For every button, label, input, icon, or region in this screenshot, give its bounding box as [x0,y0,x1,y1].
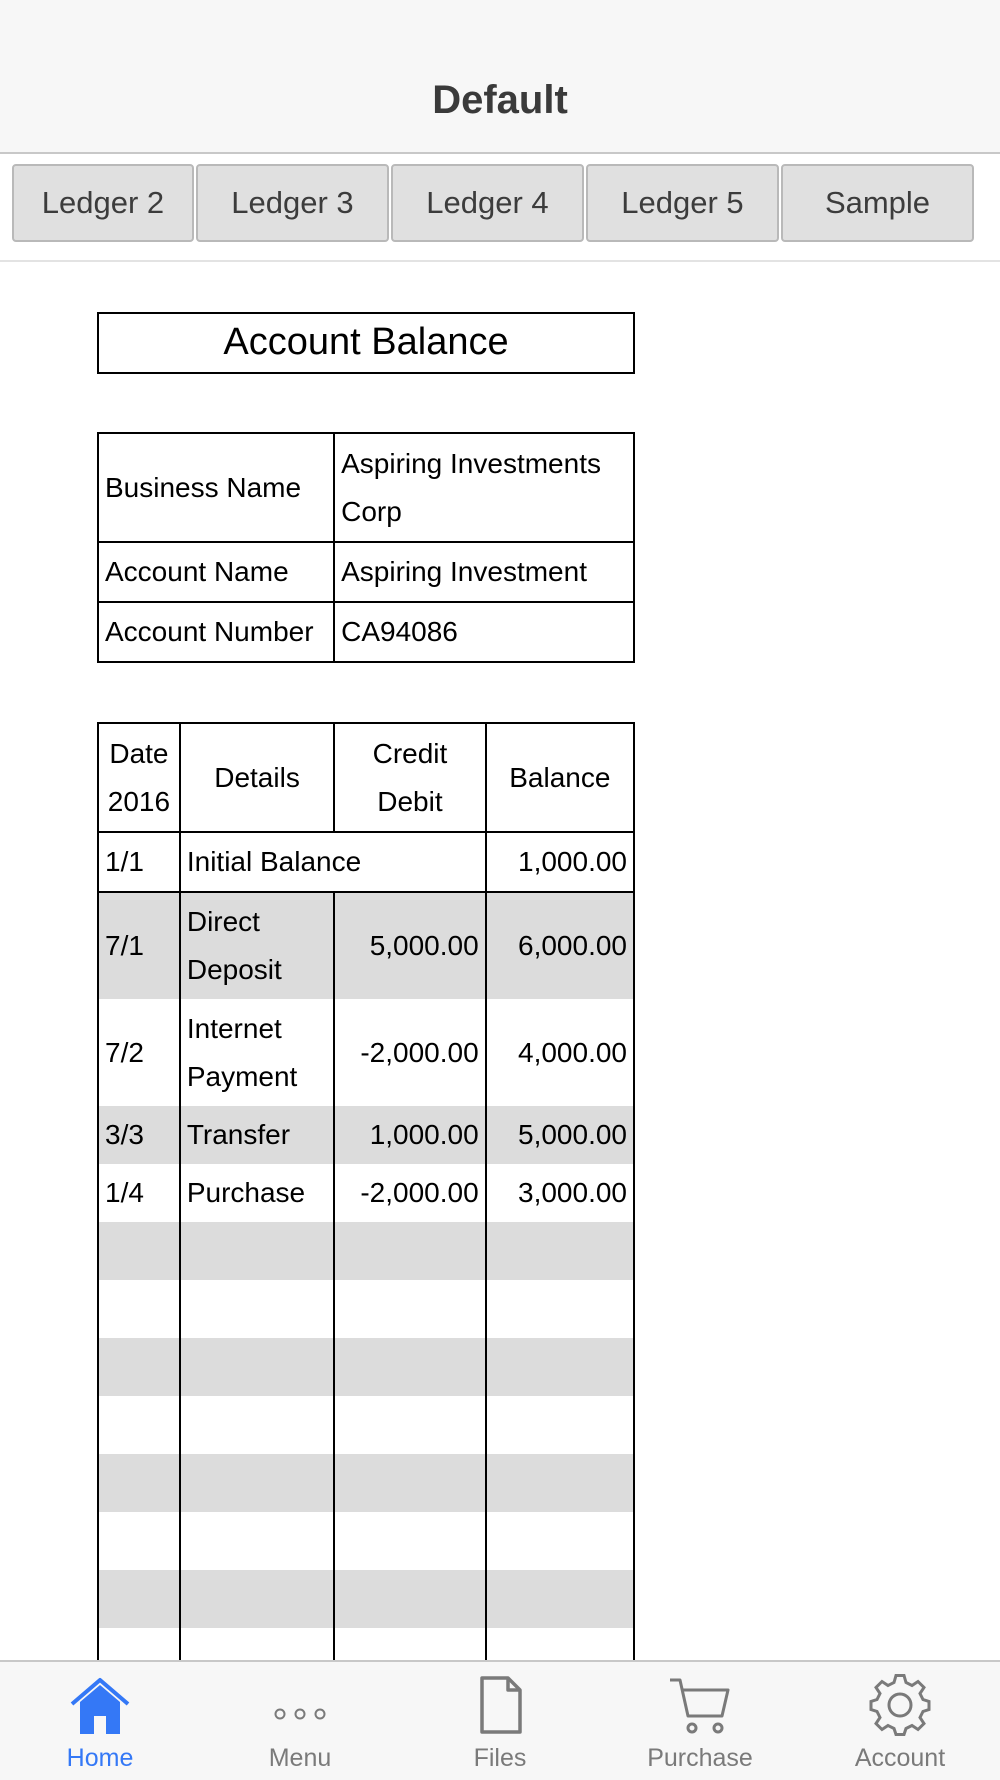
account-number-value[interactable]: CA94086 [334,602,634,662]
row-amount[interactable]: 1,000.00 [334,1106,485,1164]
business-name-label[interactable]: Business Name [98,433,334,542]
file-icon [468,1674,532,1736]
row-date[interactable]: 7/1 [98,892,180,999]
tab-ledger-5[interactable]: Ledger 5 [586,164,779,242]
tab-files-label: Files [473,1744,527,1772]
empty-cell[interactable] [334,1222,485,1280]
empty-cell[interactable] [334,1396,485,1454]
empty-cell[interactable] [334,1454,485,1512]
empty-cell[interactable] [98,1454,180,1512]
tab-ledger-2[interactable]: Ledger 2 [12,164,194,242]
empty-cell[interactable] [334,1512,485,1570]
tab-home[interactable] [0,1662,200,1780]
tab-files[interactable] [400,1662,600,1780]
account-info-table [97,432,635,663]
empty-cell[interactable] [98,1512,180,1570]
tab-menu-label: Menu [268,1744,332,1772]
header-credit-debit[interactable]: Credit Debit [334,723,485,832]
account-name-value[interactable]: Aspiring Investment [334,542,634,602]
empty-cell[interactable] [486,1338,634,1396]
empty-cell[interactable] [486,1570,634,1628]
initial-details[interactable]: Initial Balance [180,832,486,892]
empty-row [98,1338,634,1396]
ledger-table [97,722,635,1686]
empty-row [98,1512,634,1570]
row-balance[interactable]: 4,000.00 [486,999,634,1106]
tab-account[interactable] [800,1662,1000,1780]
tab-purchase-label: Purchase [647,1744,753,1772]
sheet-title[interactable]: Account Balance [97,312,635,374]
row-balance[interactable]: 6,000.00 [486,892,634,999]
gear-icon [868,1674,932,1736]
table-row [98,892,634,999]
empty-row [98,1454,634,1512]
account-name-label[interactable]: Account Name [98,542,334,602]
bottom-tab-bar [0,1660,1000,1780]
empty-cell[interactable] [180,1338,334,1396]
row-amount[interactable]: -2,000.00 [334,1164,485,1222]
empty-cell[interactable] [180,1512,334,1570]
row-details[interactable]: Direct Deposit [180,892,334,999]
tab-purchase[interactable] [600,1662,800,1780]
more-icon [268,1674,332,1736]
empty-row [98,1396,634,1454]
row-details[interactable]: Purchase [180,1164,334,1222]
row-date[interactable]: 7/2 [98,999,180,1106]
tab-ledger-4[interactable]: Ledger 4 [391,164,584,242]
cart-icon [668,1674,732,1736]
table-row [98,1106,634,1164]
navigation-bar [0,0,1000,154]
empty-cell[interactable] [486,1222,634,1280]
empty-row [98,1570,634,1628]
row-balance[interactable]: 3,000.00 [486,1164,634,1222]
ledger-tab-strip[interactable] [0,154,1000,262]
tab-account-label: Account [854,1744,946,1772]
row-details[interactable]: Transfer [180,1106,334,1164]
table-row [98,999,634,1106]
empty-cell[interactable] [486,1512,634,1570]
row-amount[interactable]: 5,000.00 [334,892,485,999]
empty-row [98,1222,634,1280]
header-date[interactable]: Date 2016 [98,723,180,832]
empty-row [98,1280,634,1338]
tab-menu[interactable] [200,1662,400,1780]
header-details[interactable]: Details [180,723,334,832]
empty-cell[interactable] [180,1396,334,1454]
row-date[interactable]: 1/4 [98,1164,180,1222]
empty-cell[interactable] [98,1338,180,1396]
row-balance[interactable]: 5,000.00 [486,1106,634,1164]
empty-cell[interactable] [98,1222,180,1280]
page-title: Default [432,78,568,122]
row-amount[interactable]: -2,000.00 [334,999,485,1106]
empty-cell[interactable] [180,1280,334,1338]
empty-cell[interactable] [334,1338,485,1396]
empty-cell[interactable] [334,1280,485,1338]
empty-cell[interactable] [486,1396,634,1454]
empty-cell[interactable] [180,1222,334,1280]
table-row [98,1164,634,1222]
header-balance[interactable]: Balance [486,723,634,832]
empty-cell[interactable] [98,1280,180,1338]
business-name-value[interactable]: Aspiring Investments Corp [334,433,634,542]
row-details[interactable]: Internet Payment [180,999,334,1106]
initial-balance[interactable]: 1,000.00 [486,832,634,892]
row-date[interactable]: 3/3 [98,1106,180,1164]
account-number-label[interactable]: Account Number [98,602,334,662]
empty-cell[interactable] [486,1454,634,1512]
home-icon [68,1674,132,1736]
empty-cell[interactable] [98,1570,180,1628]
empty-cell[interactable] [180,1570,334,1628]
empty-cell[interactable] [486,1280,634,1338]
initial-date[interactable]: 1/1 [98,832,180,892]
tab-sample[interactable]: Sample [781,164,974,242]
empty-cell[interactable] [334,1570,485,1628]
empty-cell[interactable] [180,1454,334,1512]
tab-home-label: Home [66,1744,134,1772]
tab-ledger-3[interactable]: Ledger 3 [196,164,389,242]
empty-cell[interactable] [98,1396,180,1454]
